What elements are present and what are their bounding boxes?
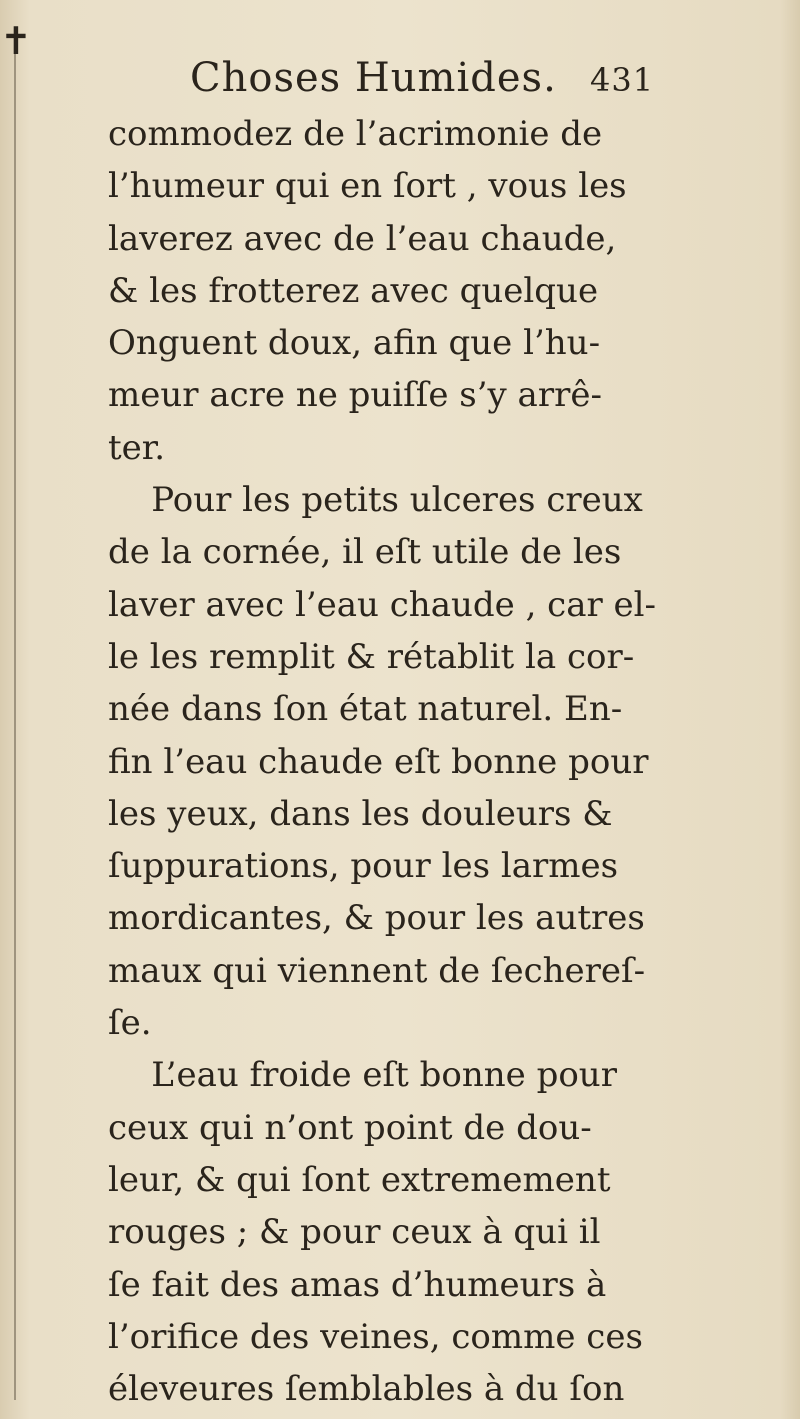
text-line: née dans ſon état naturel. En- — [108, 689, 623, 730]
text-line: L’eau froide eſt bonne pour — [108, 1055, 617, 1096]
page-header — [190, 55, 690, 105]
text-line: laver avec l’eau chaude , car el- — [108, 584, 657, 625]
text-line: fin l’eau chaude eſt bonne pour — [108, 741, 649, 782]
text-line: l’orifice des veines, comme ces — [108, 1316, 643, 1357]
text-line: ceux qui n’ont point de dou- — [108, 1107, 592, 1148]
text-line: leur, & qui ſont extremement — [108, 1159, 611, 1200]
text-line: & les frotterez avec quelque — [108, 270, 599, 311]
page-number: 431 — [590, 61, 655, 99]
text-line: meur acre ne puiſſe s’y arrê- — [108, 375, 602, 416]
text-line: laverez avec de l’eau chaude, — [108, 218, 617, 259]
text-line: maux qui viennent de ſechereſ- — [108, 950, 646, 991]
text-line: ſe fait des amas d’humeurs à — [108, 1264, 607, 1305]
text-line: éleveures ſemblables à du ſon — [108, 1369, 625, 1410]
gutter-line — [14, 40, 16, 1400]
text-line: l’humeur qui en ſort , vous les — [108, 166, 627, 207]
text-line: ter. — [108, 427, 166, 468]
text-line: les yeux, dans les douleurs & — [108, 793, 613, 834]
text-line: de la cornée, il eſt utile de les — [108, 532, 622, 573]
text-line: commodez de l’acrimonie de — [108, 114, 603, 154]
text-line: le les remplit & rétablit la cor- — [108, 636, 635, 677]
cross-mark-icon: ✝ — [0, 19, 32, 63]
text-line: rouges ; & pour ceux à qui il — [108, 1212, 601, 1253]
text-line: ſe. — [108, 1003, 152, 1044]
text-line: Onguent doux, afin que l’hu- — [108, 323, 601, 364]
running-title: Choses Humides. — [190, 55, 557, 101]
body-text — [108, 108, 688, 1415]
text-line: mordicantes, & pour les autres — [108, 898, 645, 939]
text-line: Pour les petits ulceres creux — [108, 480, 643, 521]
text-line: ſuppurations, pour les larmes — [108, 846, 619, 887]
